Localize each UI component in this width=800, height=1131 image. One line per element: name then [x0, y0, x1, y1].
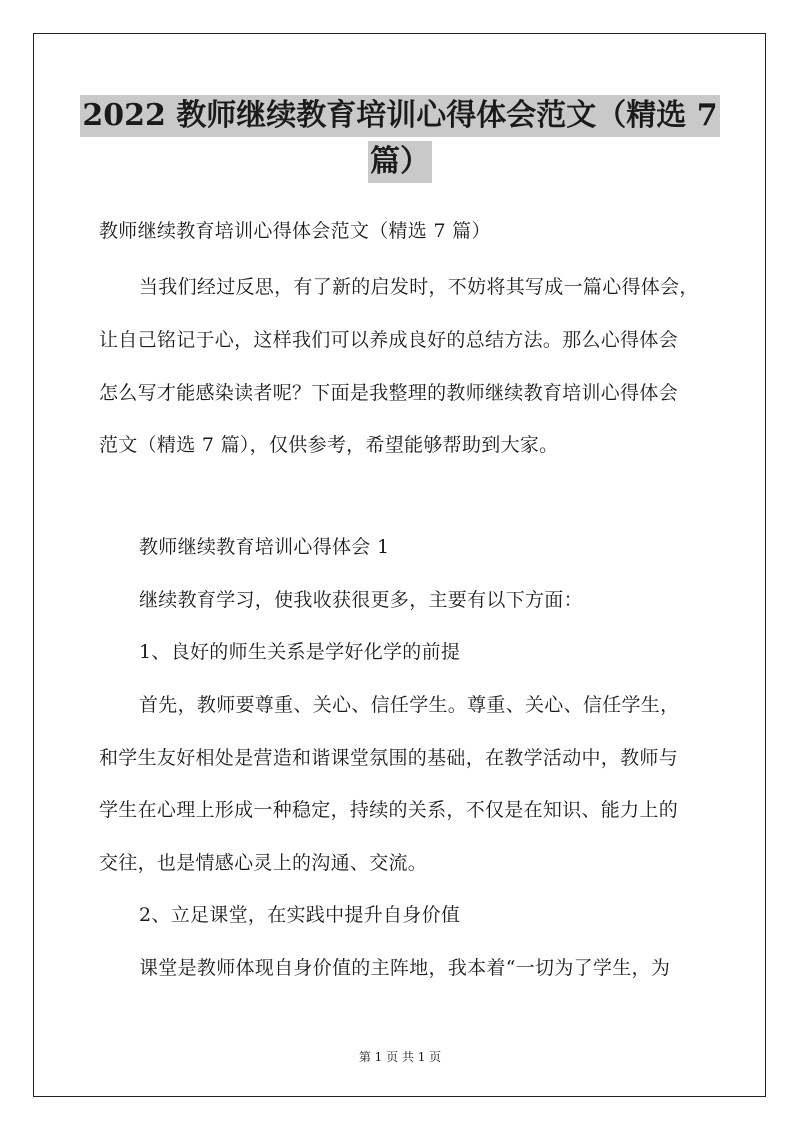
body-line: 和学生友好相处是营造和谐课堂氛围的基础，在教学活动中，教师与 — [99, 747, 679, 769]
body-line: 课堂是教师体现自身价值的主阵地，我本着“一切为了学生，为 — [139, 957, 671, 979]
section-heading: 教师继续教育培训心得体会 1 — [139, 536, 390, 558]
section-lead: 继续教育学习，使我收获很更多，主要有以下方面： — [139, 589, 583, 611]
point-heading: 1、良好的师生关系是学好化学的前提 — [139, 641, 461, 663]
title-line-2: 篇） — [368, 141, 432, 183]
body-line: 交往，也是情感心灵上的沟通、交流。 — [99, 852, 428, 874]
title-line-1: 2022 教师继续教育培训心得体会范文（精选 7 — [80, 95, 719, 137]
intro-line: 怎么写才能感染读者呢？下面是我整理的教师继续教育培训心得体会 — [99, 382, 679, 404]
body-line: 学生在心理上形成一种稳定，持续的关系，不仅是在知识、能力上的 — [99, 799, 679, 821]
intro-line: 让自己铭记于心，这样我们可以养成良好的总结方法。那么心得体会 — [99, 329, 679, 351]
page-footer: 第 1 页 共 1 页 — [358, 1050, 442, 1064]
subtitle: 教师继续教育培训心得体会范文（精选 7 篇） — [99, 220, 491, 242]
intro-line: 当我们经过反思，有了新的启发时，不妨将其写成一篇心得体会， — [139, 276, 699, 298]
body-line: 首先，教师要尊重、关心、信任学生。尊重、关心、信任学生， — [139, 694, 680, 716]
intro-line: 范文（精选 7 篇），仅供参考，希望能够帮助到大家。 — [99, 434, 559, 456]
point-heading: 2、立足课堂，在实践中提升自身价值 — [139, 904, 461, 926]
page-border — [33, 33, 766, 1097]
document-title — [60, 95, 740, 187]
